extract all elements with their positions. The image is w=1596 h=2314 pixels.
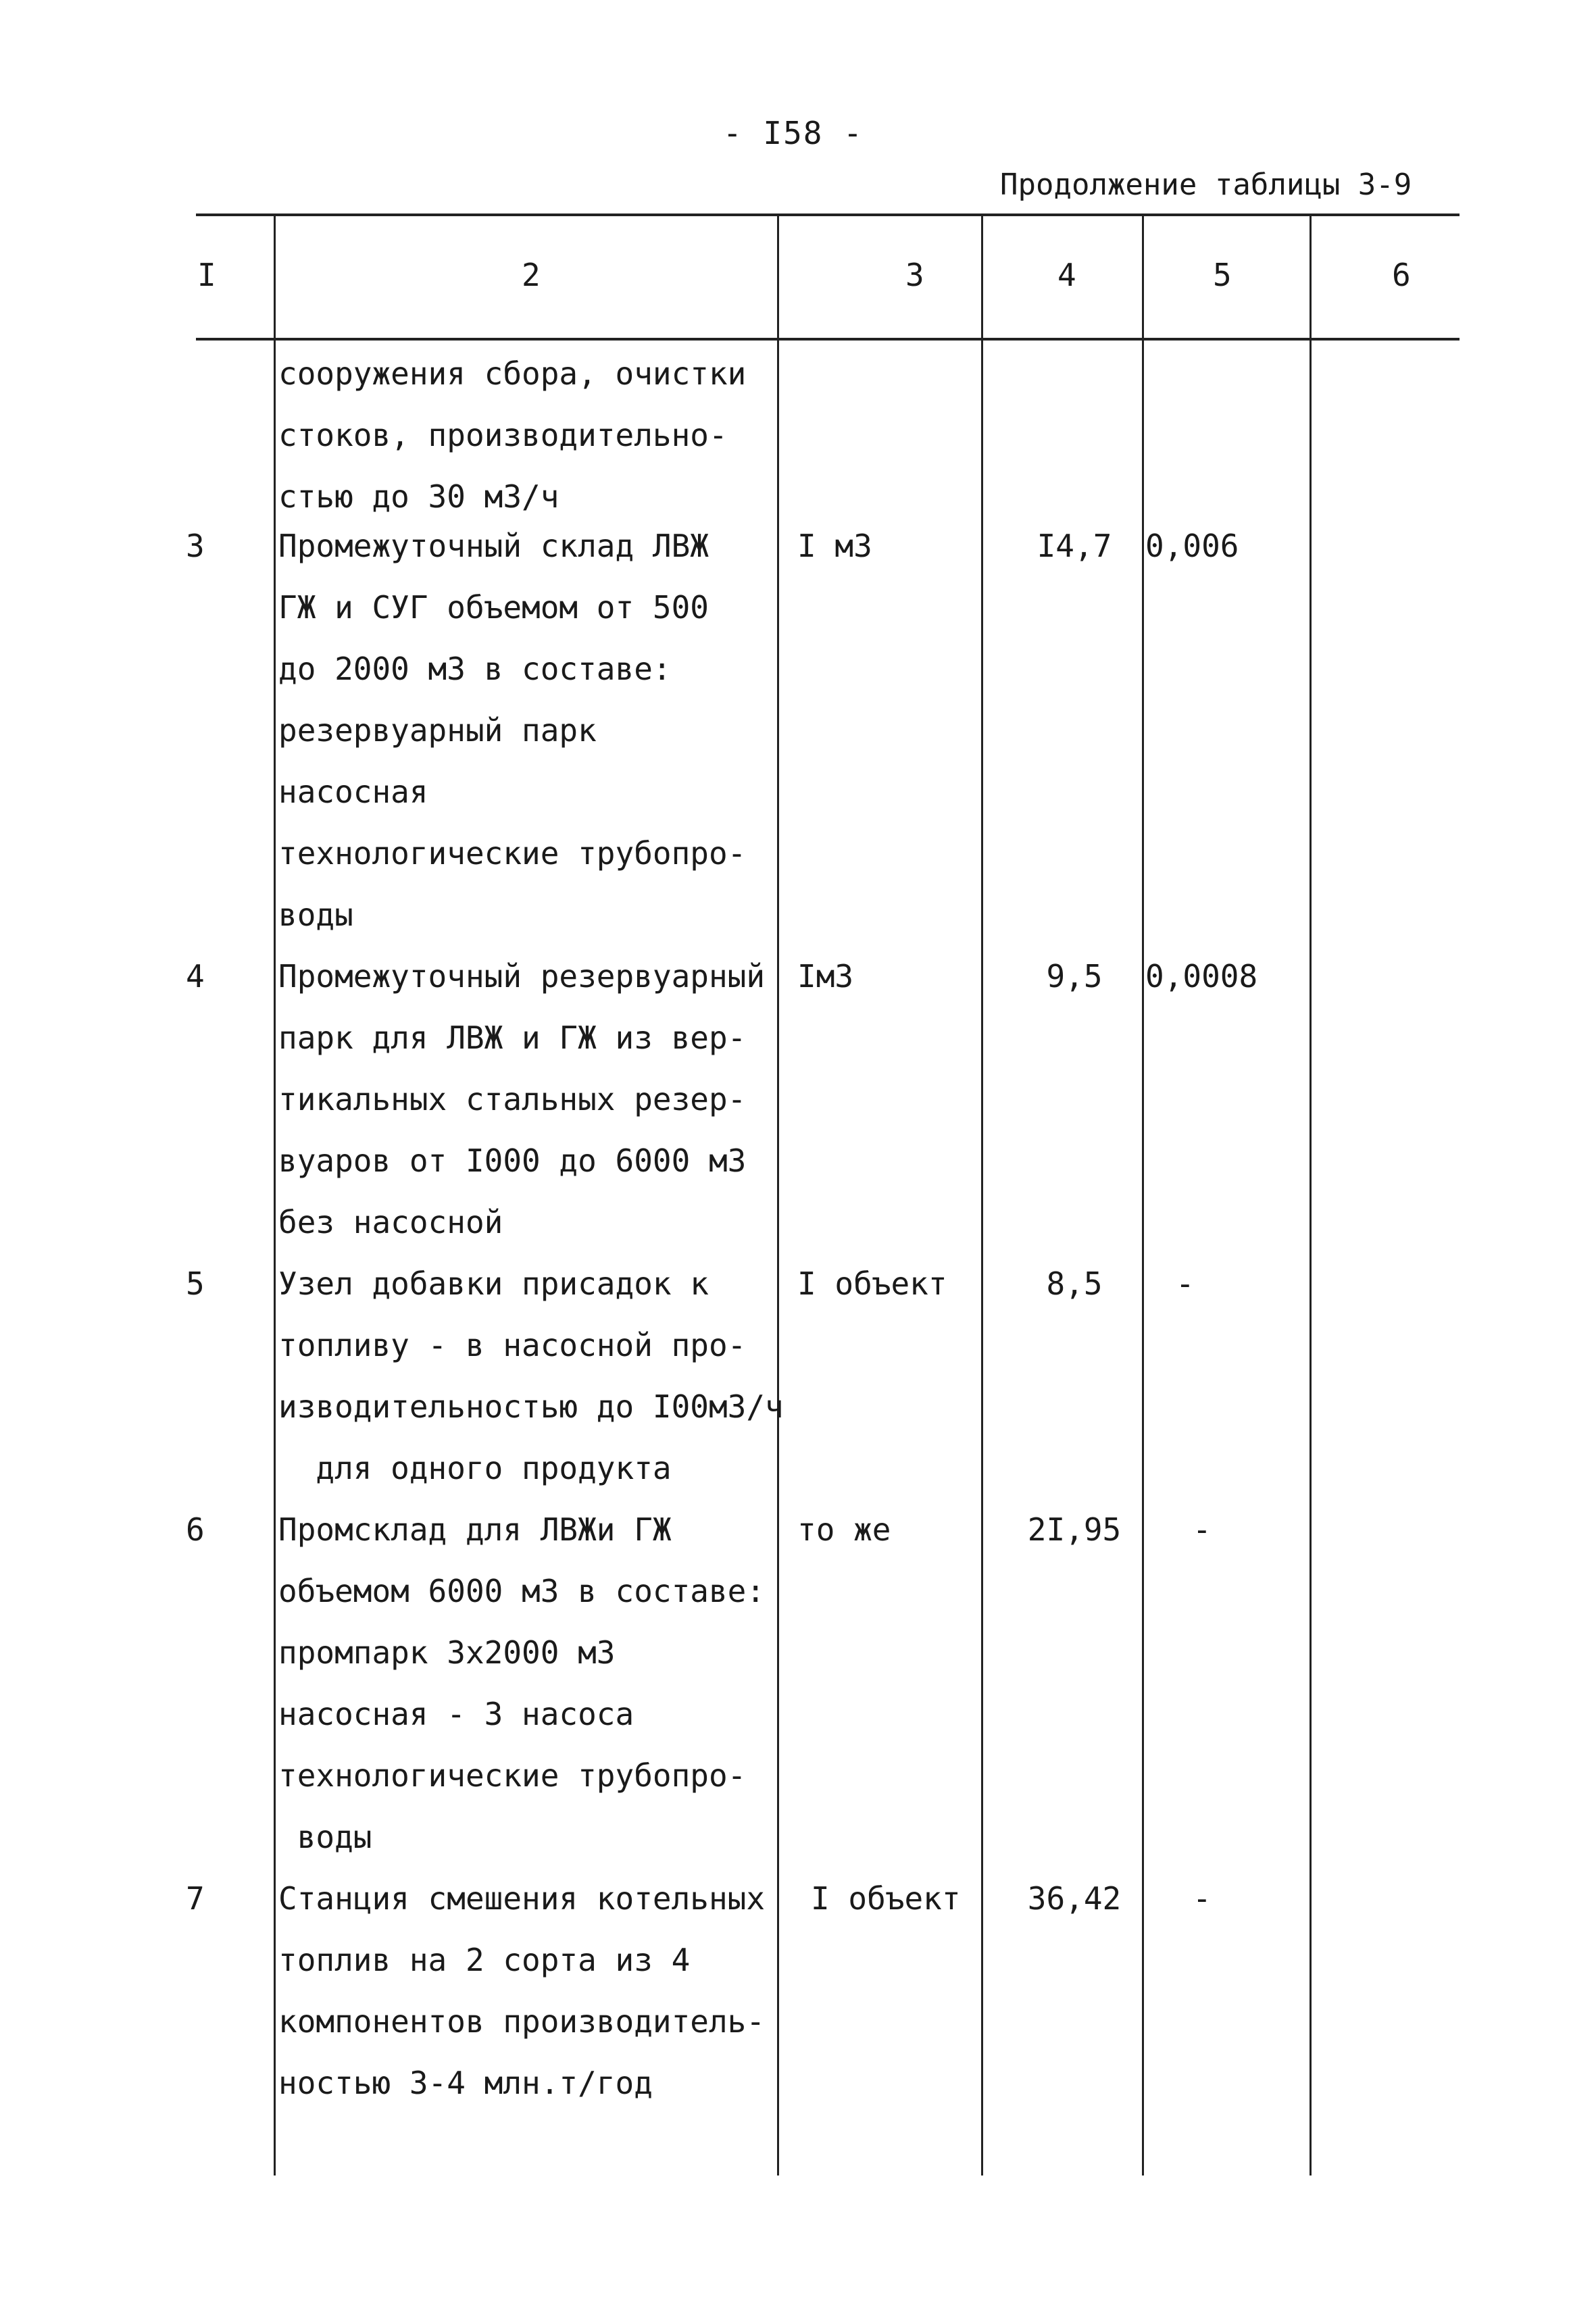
description-line: до 2000 м3 в составе: — [278, 651, 672, 687]
description-line: Станция смешения котельных — [278, 1880, 766, 1917]
description-line: ГЖ и СУГ объемом от 500 — [278, 589, 709, 626]
description-line: технологические трубопро- — [278, 1757, 747, 1794]
column-divider-3 — [981, 216, 983, 2175]
description-line: стью до 30 м3/ч — [278, 478, 559, 515]
table-caption: Продолжение таблицы 3-9 — [1000, 168, 1412, 202]
unit-cell: то же — [797, 1511, 891, 1548]
row-description — [278, 515, 778, 946]
table-top-rule — [196, 213, 1460, 216]
row-number: 4 — [186, 958, 205, 995]
value-col-4: I4,7 — [1037, 528, 1112, 564]
header-bottom-rule — [196, 338, 1460, 341]
description-line: для одного продукта — [278, 1450, 672, 1486]
description-line: тикальных стальных резер- — [278, 1081, 747, 1117]
value-col-4: 8,5 — [1046, 1265, 1103, 1302]
description-line: воды — [278, 897, 353, 933]
header-col-4: 4 — [1057, 257, 1076, 293]
value-col-4: 9,5 — [1046, 958, 1103, 995]
value-col-5: - — [1193, 1511, 1212, 1548]
description-line: технологические трубопро- — [278, 835, 747, 872]
description-line: Промежуточный склад ЛВЖ — [278, 528, 709, 564]
description-line: насосная — [278, 774, 428, 810]
row-description — [278, 946, 778, 1253]
description-line: парк для ЛВЖ и ГЖ из вер- — [278, 1020, 747, 1056]
description-line: объемом 6000 м3 в составе: — [278, 1573, 766, 1609]
header-col-1: I — [197, 257, 216, 293]
description-line: воды — [278, 1819, 372, 1855]
description-line: топливу - в насосной про- — [278, 1327, 747, 1363]
value-col-4: 2I,95 — [1027, 1511, 1122, 1548]
unit-cell: I объект — [797, 1265, 947, 1302]
description-line: без насосной — [278, 1204, 503, 1240]
unit-cell: I объект — [811, 1880, 961, 1917]
row-number: 5 — [186, 1265, 205, 1302]
header-col-5: 5 — [1213, 257, 1232, 293]
description-line: насосная - 3 насоса — [278, 1696, 634, 1732]
description-line: Узел добавки присадок к — [278, 1265, 709, 1302]
value-col-5: - — [1176, 1265, 1195, 1302]
value-col-5: - — [1193, 1880, 1212, 1917]
row-number: 6 — [186, 1511, 205, 1548]
unit-cell: I м3 — [797, 528, 872, 564]
unit-cell: Iм3 — [797, 958, 854, 995]
description-line: Промсклад для ЛВЖи ГЖ — [278, 1511, 672, 1548]
row-number: 7 — [186, 1880, 205, 1917]
description-line: вуаров от I000 до 6000 м3 — [278, 1142, 747, 1179]
continued-description — [278, 343, 778, 528]
header-col-3: 3 — [905, 257, 924, 293]
description-line: сооружения сбора, очистки — [278, 355, 747, 392]
header-col-6: 6 — [1392, 257, 1411, 293]
description-line: топлив на 2 сорта из 4 — [278, 1942, 691, 1978]
value-col-4: 36,42 — [1027, 1880, 1122, 1917]
column-divider-1 — [274, 216, 276, 2175]
description-line: промпарк 3x2000 м3 — [278, 1634, 616, 1671]
value-col-5: 0,0008 — [1145, 958, 1258, 995]
description-line: стоков, производительно- — [278, 417, 728, 453]
description-line: резервуарный парк — [278, 712, 597, 749]
value-col-5: 0,006 — [1145, 528, 1239, 564]
row-description — [278, 1499, 778, 1868]
header-col-2: 2 — [522, 257, 541, 293]
row-description — [278, 1868, 778, 2114]
description-line: компонентов производитель- — [278, 2003, 766, 2040]
description-line: изводительностью до I00м3/ч — [278, 1388, 784, 1425]
page-number: - I58 - — [723, 115, 864, 151]
row-description — [278, 1253, 784, 1499]
row-number: 3 — [186, 528, 205, 564]
description-line: ностью 3-4 млн.т/год — [278, 2065, 653, 2101]
description-line: Промежуточный резервуарный — [278, 958, 766, 995]
